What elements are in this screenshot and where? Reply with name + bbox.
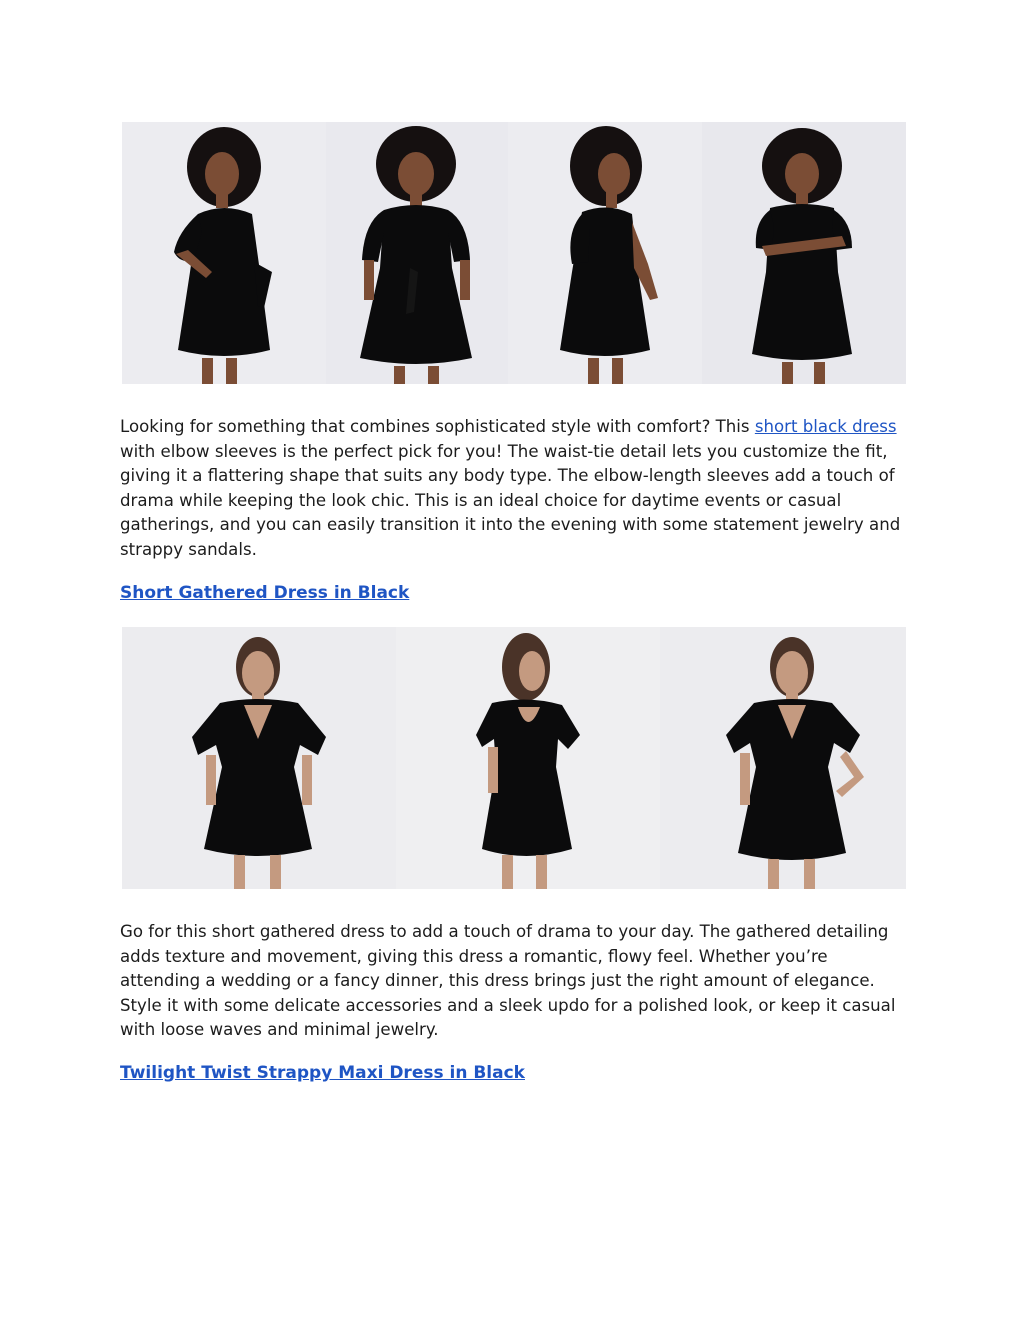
model-figure-image [508, 122, 702, 384]
heading-twilight-twist-maxi-dress [120, 1061, 525, 1085]
paragraph-text: Looking for something that combines sophisticated style with comfort? This [120, 417, 755, 436]
model-figure-image [326, 122, 508, 384]
model-figure-image [660, 627, 906, 889]
photo-1-arms-crossed [702, 122, 906, 384]
twilight-twist-dress-link[interactable]: Twilight Twist Strappy Maxi Dress in Black [120, 1063, 525, 1083]
photo-1-side [508, 122, 702, 384]
model-figure-image [122, 122, 326, 384]
model-figure-image [702, 122, 906, 384]
model-figure-image [122, 627, 396, 889]
photo-2-back [396, 627, 660, 889]
short-gathered-dress-link[interactable]: Short Gathered Dress in Black [120, 583, 410, 603]
short-black-dress-link[interactable]: short black dress [754, 417, 897, 436]
photo-2-hand-on-hip [660, 627, 906, 889]
photo-strip-elbow-sleeve-dress [122, 122, 906, 384]
model-figure-image [396, 627, 660, 889]
photo-2-front [122, 627, 396, 889]
heading-short-gathered-dress [120, 581, 409, 605]
photo-1-left-profile [122, 122, 326, 384]
photo-1-front-tie [326, 122, 508, 384]
paragraph-elbow-sleeve-dress [120, 415, 904, 563]
paragraph-text: with elbow sleeves is the perfect pick for you! The waist-tie detail lets you customize the fit, giving it a flattering shape that suits any body type. The elbow-length sleeves add a touch of drama while keeping the look chic. This is an ideal choice for daytime events or casual gatherings, and you can easily transition it into the evening with some statement jewelry and strappy sandals. [120, 441, 901, 559]
paragraph-gathered-dress: Go for this short gathered dress to add a touch of drama to your day. The gathered detailing adds texture and movement, giving this dress a romantic, flowy feel. Whether you’re attending a wedding or a fancy dinner, this dress brings just the right amount of elegance. Style it with some delicate accessories and a sleek updo for a polished look, or keep it casual with loose waves and minimal jewelry. [120, 922, 896, 1040]
photo-strip-gathered-dress [122, 627, 906, 889]
